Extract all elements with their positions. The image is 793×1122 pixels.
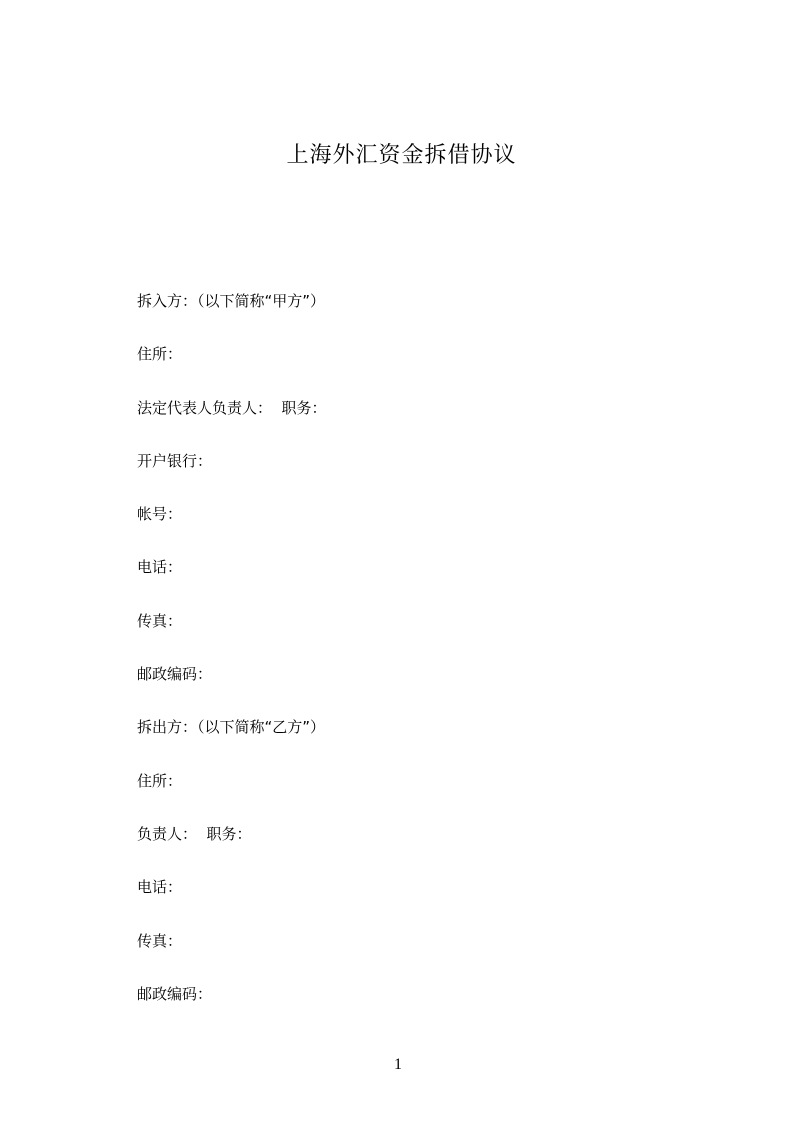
field-lender-representative: 负责人： 职务： [137,824,252,843]
field-borrower-fax: 传真： [137,611,183,630]
document-title: 上海外汇资金拆借协议 [286,143,517,168]
field-lender-phone: 电话： [137,878,183,897]
field-lender-postcode: 邮政编码： [137,984,213,1003]
field-borrower-phone: 电话： [137,558,183,577]
party-info-list [137,287,327,1033]
field-borrower-representative: 法定代表人负责人： 职务： [137,398,327,417]
field-borrower-party: 拆入方：（以下简称“甲方”） [137,292,326,310]
field-borrower-postcode: 邮政编码： [137,665,213,684]
field-borrower-bank: 开户银行： [137,451,213,470]
field-lender-party: 拆出方：（以下简称“乙方”） [137,718,326,737]
field-lender-fax: 传真： [137,931,183,950]
field-borrower-account: 帐号： [137,505,183,524]
field-borrower-address: 住所： [137,345,183,364]
page-number: 1 [394,1056,402,1073]
field-lender-address: 住所： [137,771,183,790]
